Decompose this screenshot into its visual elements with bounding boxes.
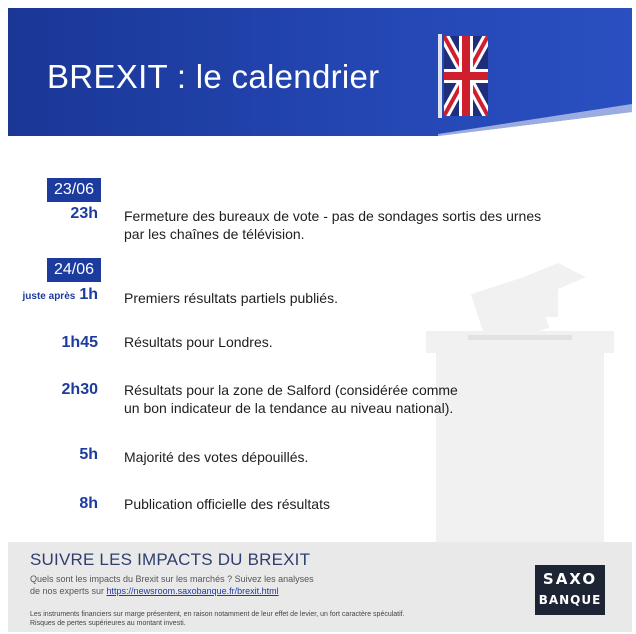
event-description-1h45 bbox=[124, 333, 273, 351]
time-value: 1h45 bbox=[61, 334, 98, 351]
infographic bbox=[8, 8, 632, 632]
footer bbox=[8, 542, 632, 632]
time-value: 8h bbox=[79, 495, 98, 512]
time-8h bbox=[8, 495, 98, 513]
risk-disclaimer bbox=[30, 610, 405, 628]
newsroom-link[interactable]: https://newsroom.saxobanque.fr/brexit.html bbox=[106, 586, 279, 596]
footer-text bbox=[30, 573, 314, 597]
time-2h30 bbox=[8, 381, 98, 399]
event-description-2h30 bbox=[124, 381, 458, 417]
footer-title: SUIVRE LES IMPACTS DU BREXIT bbox=[30, 550, 311, 569]
time-value: 5h bbox=[79, 446, 98, 463]
event-line: Majorité des votes dépouillés. bbox=[124, 449, 309, 465]
date-badge-24-06: 24/06 bbox=[47, 258, 101, 282]
footer-text-line bbox=[30, 585, 314, 597]
date-badge-23-06: 23/06 bbox=[47, 178, 101, 202]
time-1h45 bbox=[8, 334, 98, 352]
footer-text-line: Quels sont les impacts du Brexit sur les marchés ? Suivez les analyses bbox=[30, 574, 314, 584]
event-line: un bon indicateur de la tendance au niveau national). bbox=[124, 400, 454, 416]
logo-text-top: SAXO bbox=[542, 570, 598, 588]
event-line: par les chaînes de télévision. bbox=[124, 226, 305, 242]
disclaimer-line: Risques de pertes supérieures au montant investi. bbox=[30, 620, 186, 627]
time-23h bbox=[8, 205, 98, 223]
flag-pole bbox=[438, 34, 442, 118]
time-5h bbox=[8, 446, 98, 464]
event-line: Fermeture des bureaux de vote - pas de sondages sortis des urnes bbox=[124, 208, 542, 224]
disclaimer-line: Les instruments financiers sur marge présentent, en raison notamment de leur effet de levier, un fort caractère spéculatif. bbox=[30, 611, 405, 618]
header-banner bbox=[8, 8, 632, 136]
event-line: Résultats pour Londres. bbox=[124, 334, 273, 350]
flag-graphic bbox=[444, 36, 488, 116]
event-description-23h bbox=[124, 207, 541, 243]
union-jack-flag-icon bbox=[438, 34, 492, 118]
time-prefix: juste après bbox=[22, 291, 76, 302]
time-value: 23h bbox=[70, 205, 98, 222]
event-line: Premiers résultats partiels publiés. bbox=[124, 290, 338, 306]
event-description-8h bbox=[124, 495, 330, 513]
event-line: Résultats pour la zone de Salford (considérée comme bbox=[124, 382, 458, 398]
footer-text-prefix: de nos experts sur bbox=[30, 586, 107, 596]
event-line: Publication officielle des résultats bbox=[124, 496, 330, 512]
time-value: 1h bbox=[79, 286, 98, 303]
time-1h bbox=[8, 286, 98, 304]
event-description-1h bbox=[124, 289, 338, 307]
time-value: 2h30 bbox=[61, 381, 98, 398]
logo-text-bottom: BANQUE bbox=[538, 593, 602, 607]
event-description-5h bbox=[124, 448, 308, 466]
page-title: BREXIT : le calendrier bbox=[47, 58, 380, 95]
saxo-banque-logo bbox=[535, 565, 605, 615]
